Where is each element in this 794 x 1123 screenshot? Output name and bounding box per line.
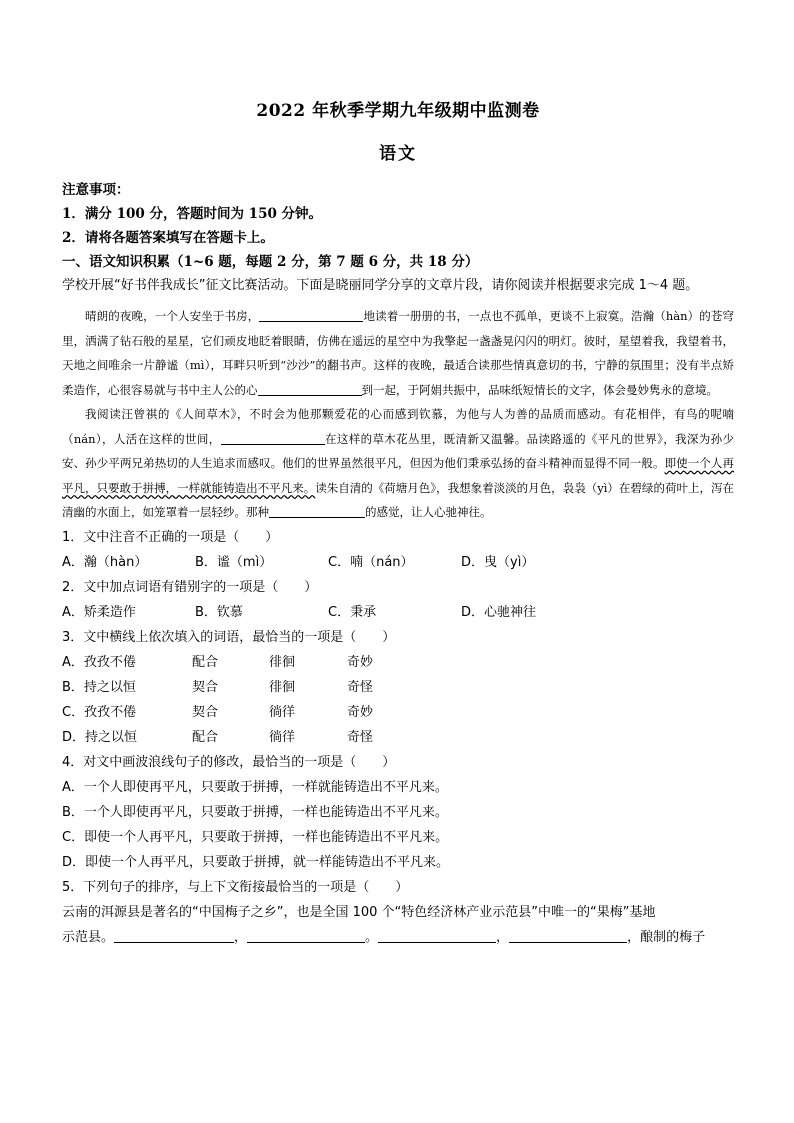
notice-heading: 注意事项： [62,182,130,198]
option-b: B．钦慕 [195,604,243,620]
option-c: C．秉承 [328,604,377,620]
question-3-option-c: C．孜孜不倦 契合 徜徉 奇妙 [62,704,374,720]
question-1-options [62,550,734,575]
question-2-options [62,600,734,625]
fill-blank-4 [269,503,365,518]
question-4-option-a: A．一个人即使再平凡，只要敢于拼搏，一样就能铸造出不平凡来。 [62,779,448,795]
fill-blank-5 [114,928,234,943]
option-a: A．矫柔造作 [62,604,136,620]
fill-blank-3 [221,430,325,445]
question-2-stem: 2．文中加点词语有错别字的一项是（ ） [62,579,318,595]
question-5-context-line-1: 云南的洱源县是著名的“中国梅子之乡”，也是全国 100 个“特色经济林产业示范县”中唯一的“果梅”基地 [62,904,656,920]
question-4-option-b: B．一个人即使再平凡，只要敢于拼搏，一样也能铸造出不平凡来。 [62,804,448,820]
section-intro: 学校开展“好书伴我成长”征文比赛活动。下面是晓丽同学分享的文章片段，请你阅读并根据要求完成 1～4 题。 [62,278,699,293]
question-4-option-c: C．即使一个人再平凡，只要敢于拼搏，一样也能铸造出不平凡来。 [62,829,449,845]
option-b: B．谧（mì） [195,554,273,570]
option-a: A．瀚（hàn） [62,554,148,570]
notice-item-2: 2．请将各题答案填写在答题卡上。 [62,230,274,246]
question-4-stem: 4．对文中画波浪线句子的修改，最恰当的一项是（ ） [62,754,396,770]
passage-paragraph-1: 晴朗的夜晚，一个人安坐于书房， 地读着一册册的书，一点也不孤单，更谈不上寂寞。浩瀚（hàn）的苍穹里，洒满了钻石般的星星，它们顽皮地眨着眼睛，仿佛在遥远的星空中为我擎起一盏盏晃闪闪的明灯。彼时，星望着我，我望着书，天地之间唯余一片静谧（mì），耳畔只听到“沙沙”的翻书声。这样的夜晚，最适合读那些情真意切的书，宁静的氛围里；没有半点矫柔造作，心很容易就与书中主人公的心 到一起，于阿娟共振中，品味纸短情长的文字，体会曼妙隽永的意境。 [62,309,734,397]
question-1-stem: 1．文中注音不正确的一项是（ ） [62,529,279,545]
subject-title: 语文 [379,144,417,164]
question-3-option-d: D．持之以恒 配合 徜徉 奇怪 [62,729,374,745]
notice-item-1: 1．满分 100 分，答题时间为 150 分钟。 [62,206,323,222]
question-5-context-line-2: 示范县。 ， 。 ， ，酿制的梅子 [62,929,706,945]
question-4-option-d: D．即使一个人再平凡，只要敢于拼搏，就一样能铸造出不平凡来。 [62,854,450,870]
fill-blank-6 [247,928,365,943]
fill-blank-1 [259,307,363,322]
question-3-stem: 3．文中横线上依次填入的词语，最恰当的一项是（ ） [62,629,396,645]
exam-title: 2022 年秋季学期九年级期中监测卷 [256,101,540,121]
option-d: D．曳（yì） [461,554,535,570]
option-c: C．喃（nán） [328,554,414,570]
passage-paragraph-2: 我阅读汪曾祺的《人间草木》，不时会为他那颗爱花的心而感到钦慕，为他与人为善的品质而感动。有花相伴，有鸟的呢喃（nán），人活在这样的世间， 在这样的草木花丛里，既清新又温馨。品读路遥的《平凡的世界》，我深为孙少安、孙少平两兄弟热切的人生追求而感叹。他们的世界虽然很平凡，但因为他们秉承弘扬的奋斗精神而显得不同一般。即使一个人再平凡，只要敢于拼搏，一样就能铸造出不平凡来。读朱自清的《荷塘月色》，我想象着淡淡的月色，袅袅（yì）在碧绿的荷叶上，泻在清幽的水面上，如笼罩着一层轻纱。那种 的感觉，让人心驰神往。 [62,407,735,519]
option-d: D．心驰神往 [461,604,537,620]
fill-blank-2 [258,381,362,396]
question-5-stem: 5．下列句子的排序，与上下文衔接最恰当的一项是（ ） [62,879,409,895]
fill-blank-7 [378,928,496,943]
fill-blank-8 [509,928,627,943]
section-heading: 一、语文知识积累（1~6 题，每题 2 分，第 7 题 6 分，共 18 分） [62,254,479,270]
exam-page [62,96,734,950]
question-3-option-b: B．持之以恒 契合 徘徊 奇怪 [62,679,374,695]
question-3-option-a: A．孜孜不倦 配合 徘徊 奇妙 [62,654,374,670]
reading-passage [62,304,734,525]
wavy-underlined-sentence: 即使一个人再平凡，只要敢于拼搏，一样就能铸造出不平凡来。 [62,456,735,495]
